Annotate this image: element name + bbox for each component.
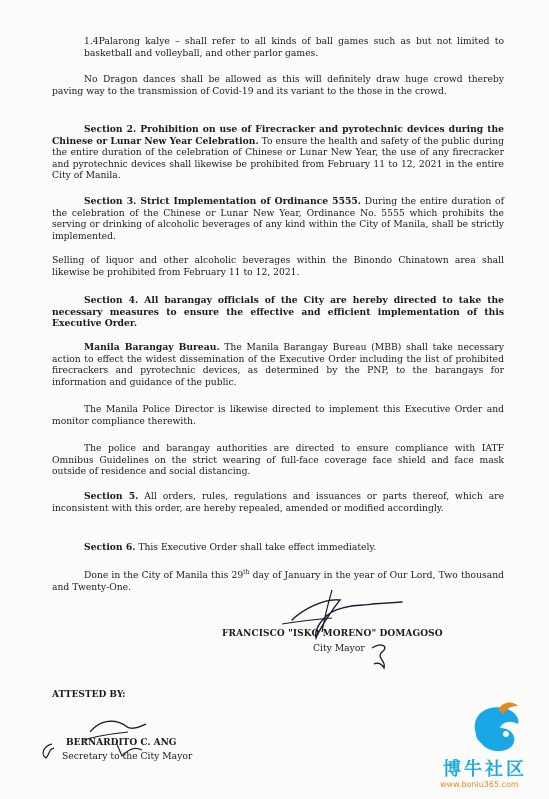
- section-5: [52, 491, 504, 514]
- done-in-text: Done in the City of Manila this 29: [84, 570, 244, 582]
- paragraph-selling-liquor: [52, 255, 504, 278]
- section-4-heading: Section 4. All barangay officials of the City are hereby directed to take the necessary measures to ensure the effective and efficient implementation of this Executive Order.: [52, 295, 504, 330]
- paragraph-dragon-dances: [52, 74, 504, 97]
- section-3-body: During the entire duration of the celebration of the Chinese or Lunar New Year, Ordinance No. 5555 which prohibits the serving or drinking of alcoholic beverages of any kind within the City of Manila, shall be strictly implemented.: [52, 196, 504, 242]
- selling-liquor-text: Selling of liquor and other alcoholic beverages within the Binondo Chinatown area shall likewise be prohibited from February 11 to 12, 2021.: [52, 255, 504, 278]
- section-3: [52, 196, 504, 242]
- police-director-text: The Manila Police Director is likewise directed to implement this Executive Order and monitor compliance therewith.: [52, 404, 504, 427]
- secretary-title: Secretary to the City Mayor: [62, 751, 193, 762]
- done-in-superscript: th: [243, 569, 250, 576]
- section-2-body: To ensure the health and safety of the public during the entire duration of the celebration of Chinese or Lunar New Year, the use of any firecracker and pyrotechnic devices shall likewise be prohibited from February 11 to 12, 2021 in the entire City of Manila.: [52, 135, 504, 182]
- section-5-heading: Section 5.: [84, 491, 139, 502]
- watermark-text: 博牛社区: [443, 759, 527, 780]
- section-2-heading: Section 2. Prohibition on use of Firecracker and pyrotechnic devices during the Chinese or Lunar New Year Celebration.: [52, 124, 504, 147]
- section-4: [52, 295, 504, 330]
- paragraph-manila-barangay-bureau: [52, 342, 504, 388]
- mbb-heading: Manila Barangay Bureau.: [84, 342, 220, 353]
- section-2: [52, 124, 504, 182]
- palarong-kalye-text: 1.4Palarong kalye – shall refer to all kinds of ball games such as but not limited to basketball and volleyball, and other parlor games.: [84, 36, 504, 59]
- section-6: [52, 542, 504, 554]
- authorities-text: The police and barangay authorities are directed to ensure compliance with IATF Omnibus Guidelines on the strict wearing of full-face coverage face shield and face mask outside of residence and social distancing.: [52, 443, 504, 478]
- section-6-heading: Section 6.: [84, 542, 136, 553]
- mbb-body: The Manila Barangay Bureau (MBB) shall take necessary action to effect the widest dissemination of the Executive Order including the list of prohibited firecrackers and pyrotechnic devices, as determined by the PNP, to the barangays for information and guidance of the public.: [52, 342, 504, 388]
- paragraph-palarong-kalye: [84, 36, 504, 59]
- mayor-title: City Mayor: [313, 643, 365, 654]
- paragraph-police-director: [52, 404, 504, 427]
- watermark-url: www.boniu365.com: [440, 780, 519, 789]
- mayor-initial: [368, 640, 398, 672]
- section-6-body: This Executive Order shall take effect immediately.: [135, 542, 377, 553]
- paragraph-done-in: [52, 567, 504, 593]
- dragon-dances-text: No Dragon dances shall be allowed as this will definitely draw huge crowd thereby paving way to the transmission of Covid-19 and its variant to the those in the crowd.: [52, 74, 504, 97]
- secretary-name: BERNARDITO C. ANG: [66, 738, 177, 748]
- paragraph-authorities: [52, 443, 504, 478]
- done-in-text-continued: day of January in the year of Our Lord, Two thousand and Twenty-One.: [52, 570, 504, 593]
- section-3-heading: Section 3. Strict Implementation of Ordinance 5555.: [84, 196, 361, 207]
- section-5-body: All orders, rules, regulations and issuances or parts thereof, which are inconsistent with this order, are hereby repealed, amended or modified accordingly.: [52, 491, 505, 514]
- attested-by-label: ATTESTED BY:: [52, 690, 126, 700]
- mayor-name: FRANCISCO "ISKO MORENO" DOMAGOSO: [222, 629, 443, 639]
